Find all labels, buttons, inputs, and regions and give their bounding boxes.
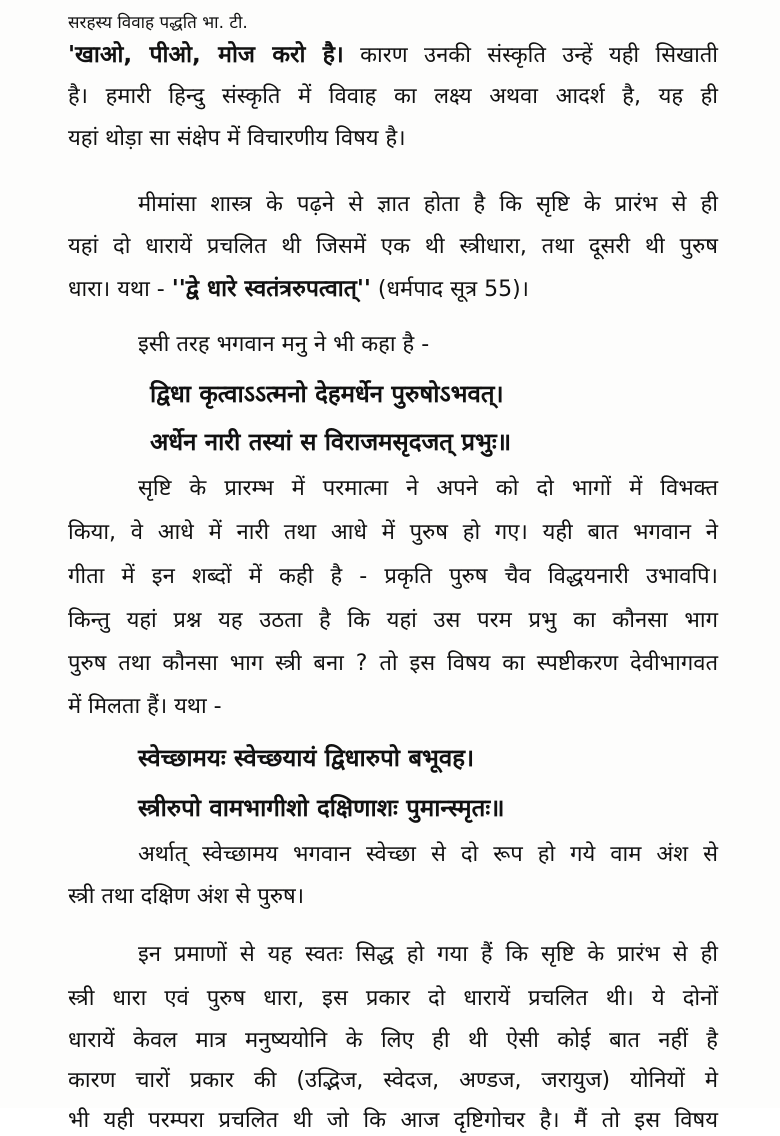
verse-line: अर्धेन नारी तस्यां स विराजमसृदजत् प्रभुः॥ xyxy=(150,428,512,456)
text-line: इसी तरह भगवान मनु ने भी कहा है - xyxy=(138,332,430,357)
text-line: स्त्री धारा एवं पुरुष धारा, इस प्रकार दो धारायें प्रचलित थी। ये दोनों xyxy=(68,986,718,1011)
sutra-quote: ''द्वे धारे स्वतंत्ररुपत्वात्'' xyxy=(171,276,371,302)
text-line: में मिलता हैं। यथा - xyxy=(68,694,222,719)
text-line: सृष्टि के प्रारम्भ में परमात्मा ने अपने को दो भागों में विभक्त xyxy=(138,476,718,501)
text-line: मीमांसा शास्त्र के पढ़ने से ज्ञात होता है कि सृष्टि के प्रारंभ से ही xyxy=(138,192,718,217)
text-line: भी यही परम्परा प्रचलित थी जो कि आज दृष्टिगोचर है। मैं तो इस विषय xyxy=(68,1108,718,1133)
running-header: सरहस्य विवाह पद्धति भा. टी. xyxy=(68,13,248,33)
text-line xyxy=(68,40,718,71)
text-line: यहां दो धारायें प्रचलित थी जिसमें एक थी स्त्रीधारा, तथा दूसरी थी पुरुष xyxy=(68,234,718,259)
text-span: धारा। यथा - xyxy=(68,277,172,302)
text-line: कारण चारों प्रकार की (उद्भिज, स्वेदज, अण्डज, जरायुज) योनियों मे xyxy=(68,1068,718,1093)
text-line: किन्तु यहां प्रश्न यह उठता है कि यहां उस परम प्रभु का कौनसा भाग xyxy=(68,608,718,633)
text-line: अर्थात् स्वेच्छामय भगवान स्वेच्छा से दो रूप हो गये वाम अंश से xyxy=(138,842,718,867)
text-line: धारायें केवल मात्र मनुष्ययोनि के लिए ही थी ऐसी कोई बात नहीं है xyxy=(68,1028,718,1053)
text-span: कारण उनकी संस्कृति उन्हें यही सिखाती xyxy=(343,43,718,68)
emphasized-quote: 'खाओ, पीओ, मोज करो है। xyxy=(68,42,344,68)
text-line: यहां थोड़ा सा संक्षेप में विचारणीय विषय है। xyxy=(68,126,406,151)
text-line: किया, वे आधे में नारी तथा आधे में पुरुष हो गए। यही बात भगवान ने xyxy=(68,520,718,545)
text-line xyxy=(68,274,718,305)
text-line: गीता में इन शब्दों में कही है - प्रकृति पुरुष चैव विद्धयनारी उभावपि। xyxy=(68,564,718,589)
text-line: इन प्रमाणों से यह स्वतः सिद्ध हो गया हैं कि सृष्टि के प्रारंभ से ही xyxy=(138,942,718,967)
verse-line: स्वेच्छामयः स्वेच्छयायं द्विधारुपो बभूवह। xyxy=(138,744,475,772)
verse-line: स्त्रीरुपो वामभागीशो दक्षिणाशः पुमान्स्मृतः॥ xyxy=(138,794,505,822)
text-line: पुरुष तथा कौनसा भाग स्त्री बना ? तो इस विषय का स्पष्टीकरण देवीभागवत xyxy=(68,651,718,676)
text-line: स्त्री तथा दक्षिण अंश से पुरुष। xyxy=(68,884,305,909)
sutra-citation: (धर्मपाद सूत्र 55)। xyxy=(370,277,529,302)
text-line: है। हमारी हिन्दु संस्कृति में विवाह का लक्ष्य अथवा आदर्श है, यह ही xyxy=(68,84,718,109)
verse-line: द्विधा कृत्वाऽऽत्मनो देहमर्धेन पुरुषोऽभवत्। xyxy=(150,380,504,408)
